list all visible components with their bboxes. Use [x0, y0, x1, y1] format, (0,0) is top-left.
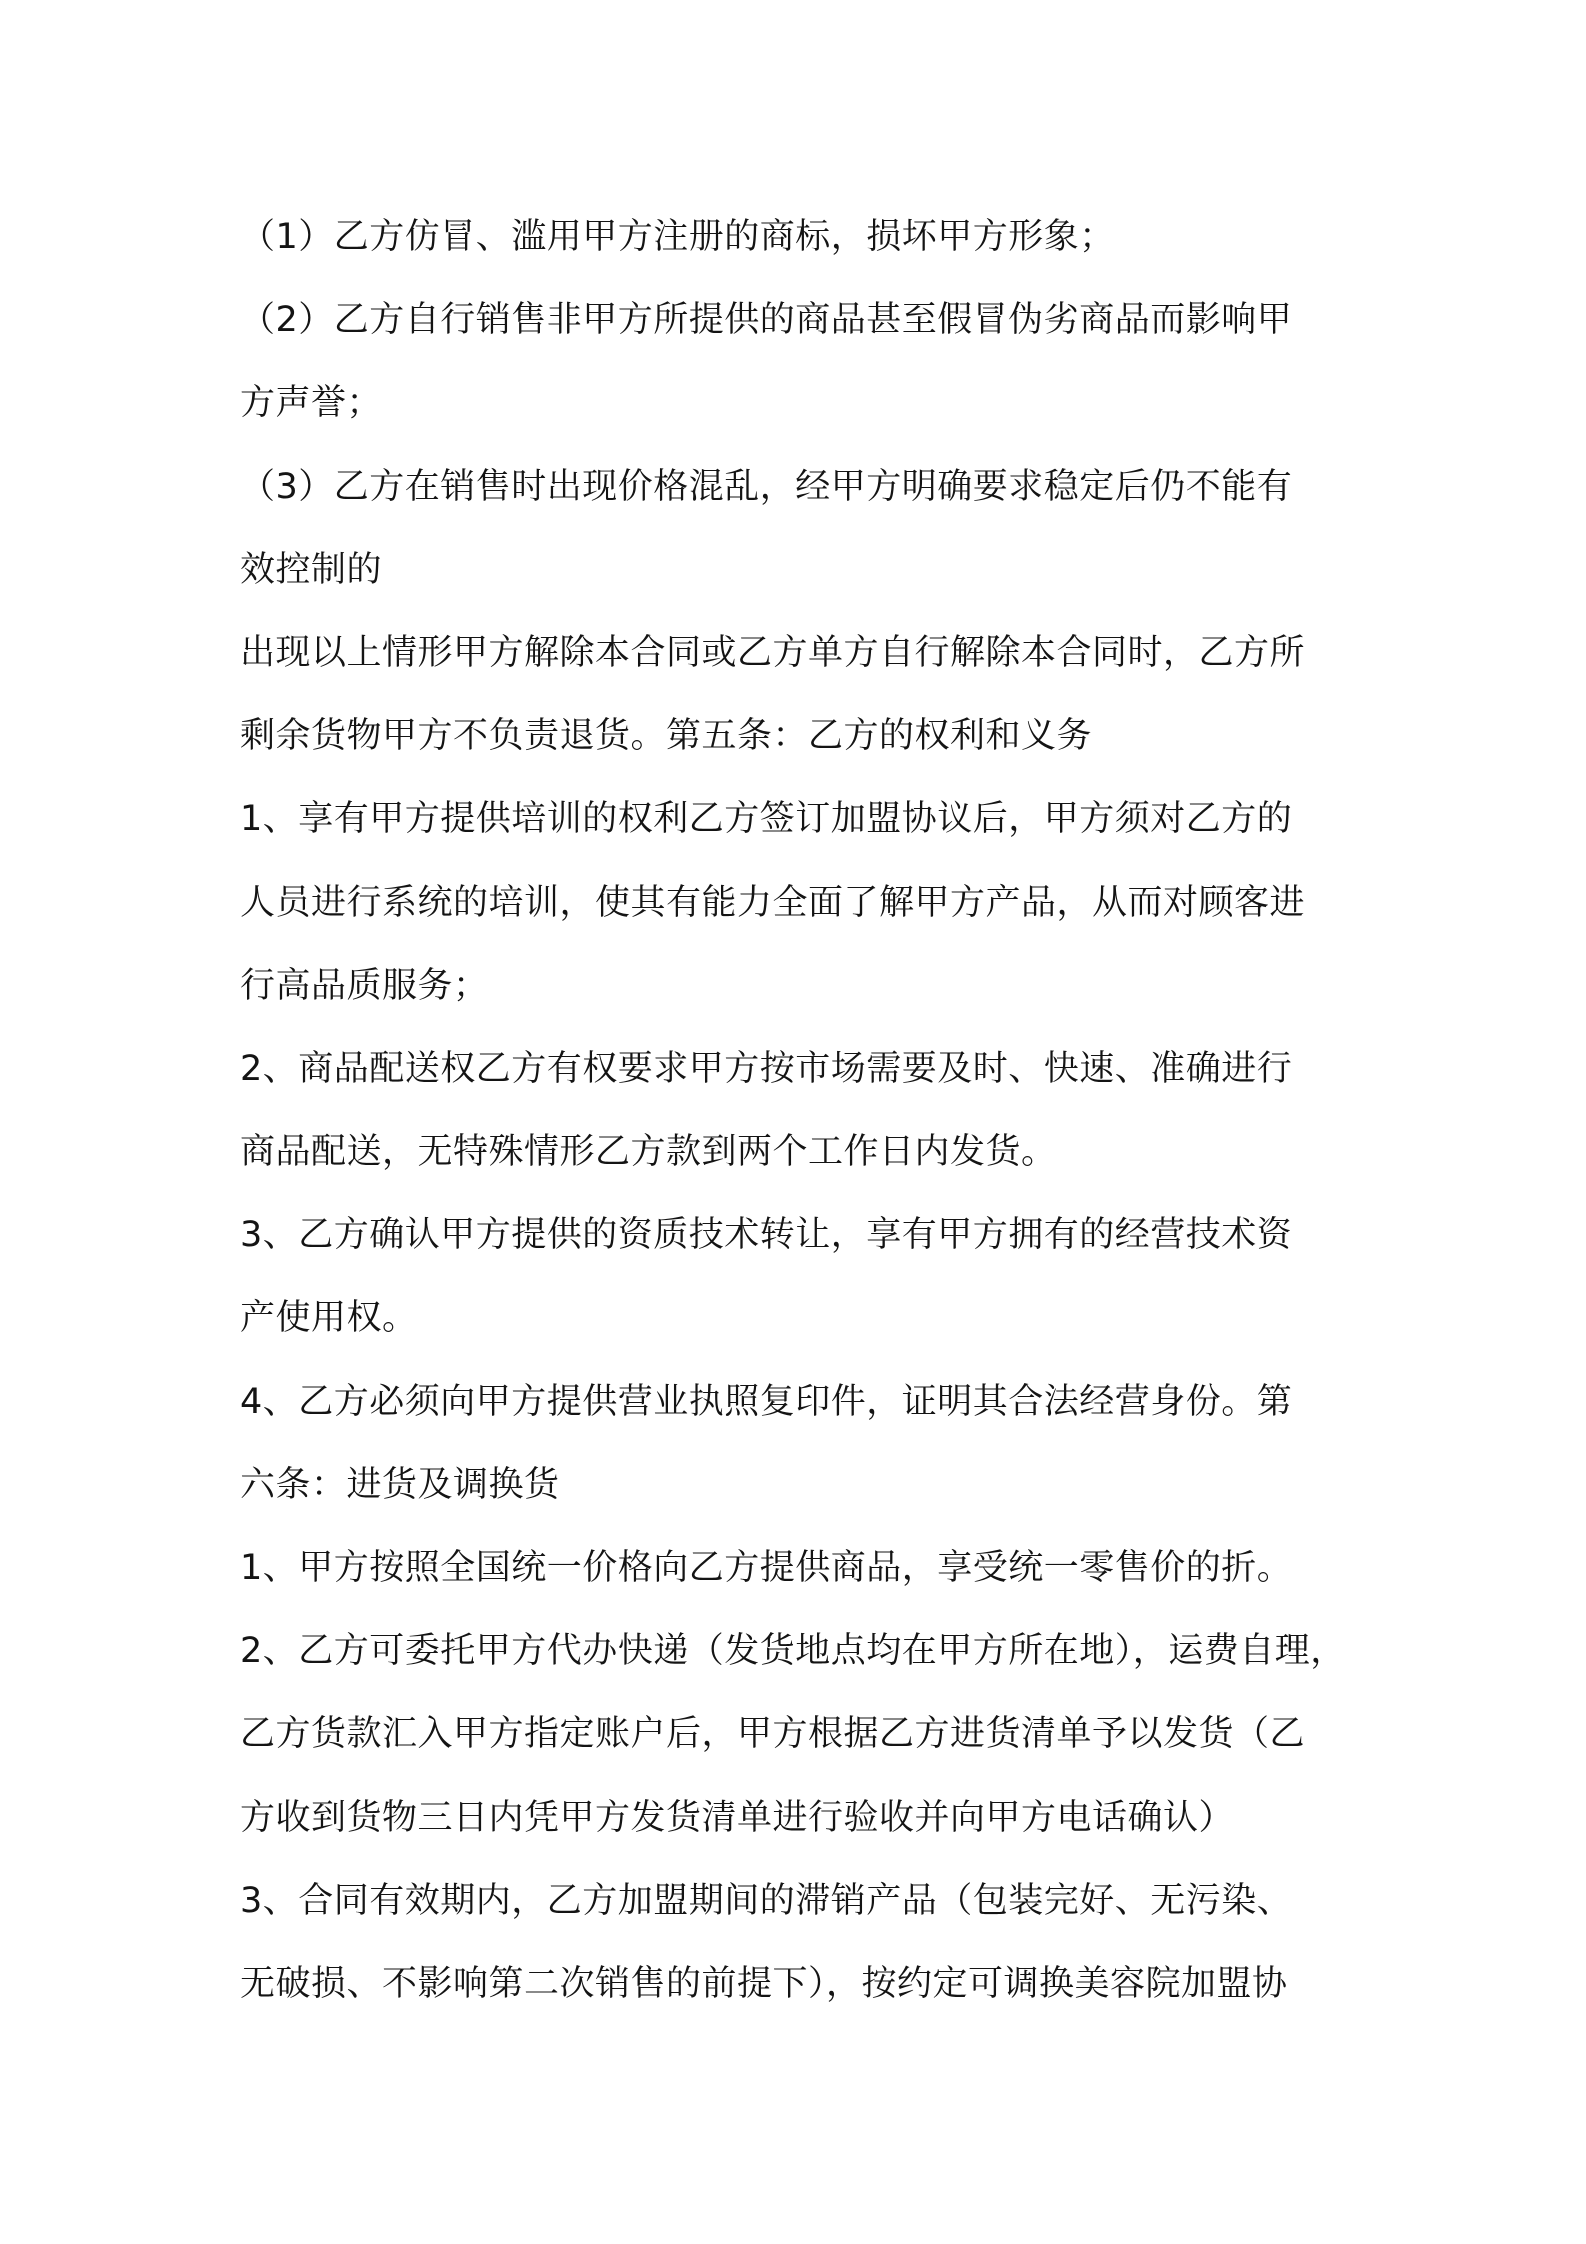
text-line: 无破损、不影响第二次销售的前提下），按约定可调换美容院加盟协 [240, 1963, 1288, 2004]
text-line: 2、乙方可委托甲方代办快递（发货地点均在甲方所在地），运费自理， [240, 1631, 1346, 1672]
text-line: 剩余货物甲方不负责退货。第五条：乙方的权利和义务 [240, 716, 1093, 757]
text-line: 2、商品配送权乙方有权要求甲方按市场需要及时、快速、准确进行 [240, 1048, 1293, 1089]
text-line: 人员进行系统的培训，使其有能力全面了解甲方产品，从而对顾客进 [240, 882, 1306, 923]
text-line: 六条：进货及调换货 [240, 1464, 560, 1505]
text-line: 方收到货物三日内凭甲方发货清单进行验收并向甲方电话确认） [240, 1797, 1235, 1838]
text-line: （2）乙方自行销售非甲方所提供的商品甚至假冒伪劣商品而影响甲 [240, 300, 1293, 341]
text-line: 3、乙方确认甲方提供的资质技术转让，享有甲方拥有的经营技术资 [240, 1215, 1293, 1256]
text-line: （1）乙方仿冒、滥用甲方注册的商标，损坏甲方形象； [240, 217, 1115, 257]
text-line: 行高品质服务； [240, 965, 489, 1006]
document-body [240, 196, 1360, 2026]
text-line: （3）乙方在销售时出现价格混乱，经甲方明确要求稳定后仍不能有 [240, 466, 1293, 507]
text-line: 商品配送，无特殊情形乙方款到两个工作日内发货。 [240, 1132, 1057, 1173]
text-line: 产使用权。 [240, 1298, 418, 1339]
text-line: 乙方货款汇入甲方指定账户后，甲方根据乙方进货清单予以发货（乙 [240, 1714, 1306, 1755]
text-line: 效控制的 [240, 549, 383, 590]
text-line: 3、合同有效期内，乙方加盟期间的滞销产品（包装完好、无污染、 [240, 1880, 1293, 1921]
text-line: 1、甲方按照全国统一价格向乙方提供商品，享受统一零售价的折。 [240, 1548, 1293, 1588]
text-line: 4、乙方必须向甲方提供营业执照复印件，证明其合法经营身份。第 [240, 1381, 1293, 1422]
text-line: 出现以上情形甲方解除本合同或乙方单方自行解除本合同时，乙方所 [240, 632, 1306, 673]
text-line: 1、享有甲方提供培训的权利乙方签订加盟协议后，甲方须对乙方的 [240, 799, 1293, 840]
text-line: 方声誉； [240, 383, 383, 424]
